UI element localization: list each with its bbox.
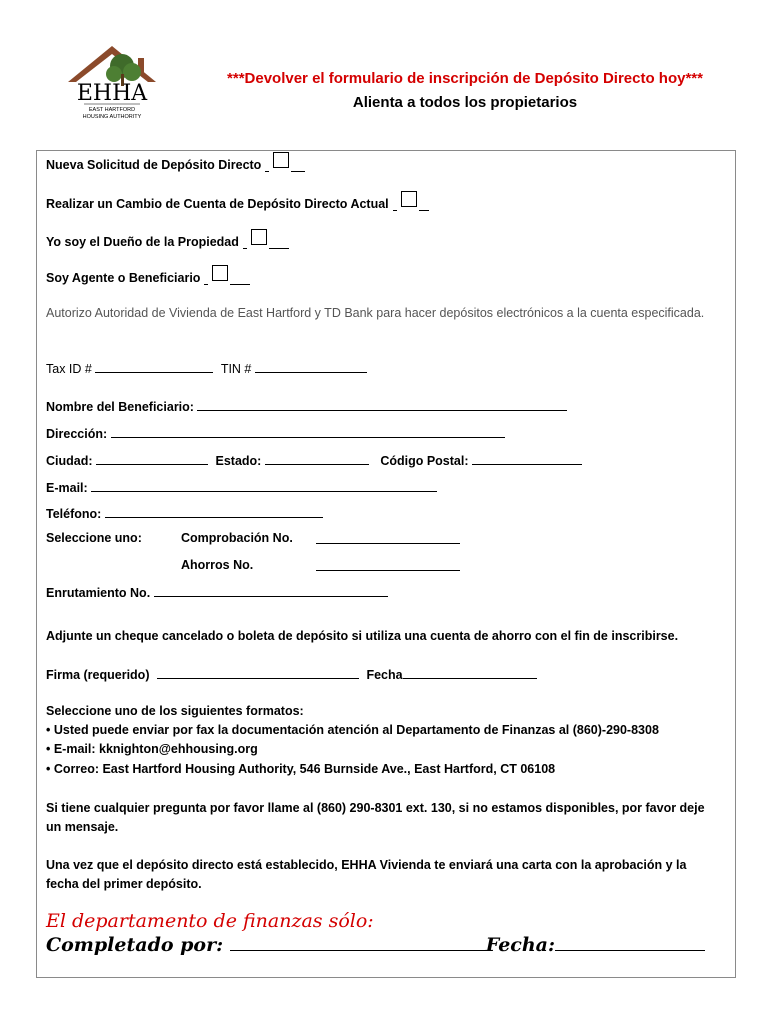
checking-field[interactable] <box>316 531 460 544</box>
savings-field[interactable] <box>316 558 460 571</box>
format-mail: • Correo: East Hartford Housing Authority, 546 Burnside Ave., East Hartford, CT 06108 <box>46 762 556 776</box>
new-request-checkbox[interactable] <box>273 152 289 168</box>
questions-text: Si tiene cualquier pregunta por favor llame al (860) 290-8301 ext. 130, si no estamos disponibles, por favor deje un mensaje. <box>46 801 705 834</box>
option-change-account: Realizar un Cambio de Cuenta de Depósito Directo Actual <box>46 195 429 211</box>
finance-date-field[interactable] <box>555 935 705 951</box>
signature-row: Firma (requerido) Fecha <box>46 666 537 682</box>
form-title: ***Devolver el formulario de inscripción de Depósito Directo hoy*** <box>227 70 703 87</box>
format-email: • E-mail: kknighton@ehhousing.org <box>46 742 258 756</box>
routing-field[interactable] <box>154 584 388 597</box>
beneficiary-row: Nombre del Beneficiario: <box>46 398 567 414</box>
closing-text: Una vez que el depósito directo está establecido, EHHA Vivienda te enviará una carta con la aprobación y la fecha del primer depósito. <box>46 858 687 891</box>
finance-dept-row: Completado por: Fecha: <box>46 934 705 956</box>
formats-heading: Seleccione uno de los siguientes formatos: <box>46 704 304 718</box>
routing-row: Enrutamiento No. <box>46 584 388 600</box>
form-subtitle: Alienta a todos los propietarios <box>352 94 578 111</box>
owner-checkbox[interactable] <box>251 229 267 245</box>
beneficiary-field[interactable] <box>197 398 567 411</box>
svg-text:EAST HARTFORD: EAST HARTFORD <box>88 107 136 113</box>
completed-by-field[interactable] <box>230 935 486 951</box>
option-agent: Soy Agente o Beneficiario <box>46 269 250 285</box>
agent-checkbox[interactable] <box>212 265 228 281</box>
format-fax: • Usted puede enviar por fax la documentación atención al Departamento de Finanzas al (860)-290-8308 <box>46 723 659 737</box>
option-new-request: Nueva Solicitud de Depósito Directo <box>46 156 305 172</box>
tin-field[interactable] <box>255 360 367 373</box>
authorization-text: Autorizo Autoridad de Vivienda de East Hartford y TD Bank para hacer depósitos electrónicos a la cuenta especificada. <box>46 306 705 320</box>
checking-label: Comprobación No. <box>181 531 293 545</box>
savings-label: Ahorros No. <box>181 558 254 572</box>
email-field[interactable] <box>91 479 437 492</box>
address-row: Dirección: <box>46 425 505 441</box>
signature-date-field[interactable] <box>403 666 537 679</box>
select-one-label: Seleccione uno: <box>46 531 142 545</box>
change-account-checkbox[interactable] <box>401 191 417 207</box>
option-owner: Yo soy el Dueño de la Propiedad <box>46 233 289 249</box>
attach-note: Adjunte un cheque cancelado o boleta de depósito si utiliza una cuenta de ahorro con el fin de inscribirse. <box>46 629 679 643</box>
zip-field[interactable] <box>472 452 582 465</box>
tax-id-field[interactable] <box>95 360 213 373</box>
state-field[interactable] <box>265 452 369 465</box>
signature-field[interactable] <box>157 666 359 679</box>
finance-dept-title: El departamento de finanzas sólo: <box>46 910 374 932</box>
house-tree-logo-icon <box>64 44 160 128</box>
email-row: E-mail: <box>46 479 437 495</box>
tax-id-row: Tax ID # TIN # <box>46 360 367 376</box>
phone-field[interactable] <box>105 505 323 518</box>
address-field[interactable] <box>111 425 505 438</box>
phone-row: Teléfono: <box>46 505 323 521</box>
city-field[interactable] <box>96 452 208 465</box>
city-row: Ciudad: Estado: Código Postal: <box>46 452 582 468</box>
svg-text:HOUSING AUTHORITY: HOUSING AUTHORITY <box>82 114 142 120</box>
svg-text:EHHA: EHHA <box>76 81 148 106</box>
ehha-logo <box>64 44 160 128</box>
